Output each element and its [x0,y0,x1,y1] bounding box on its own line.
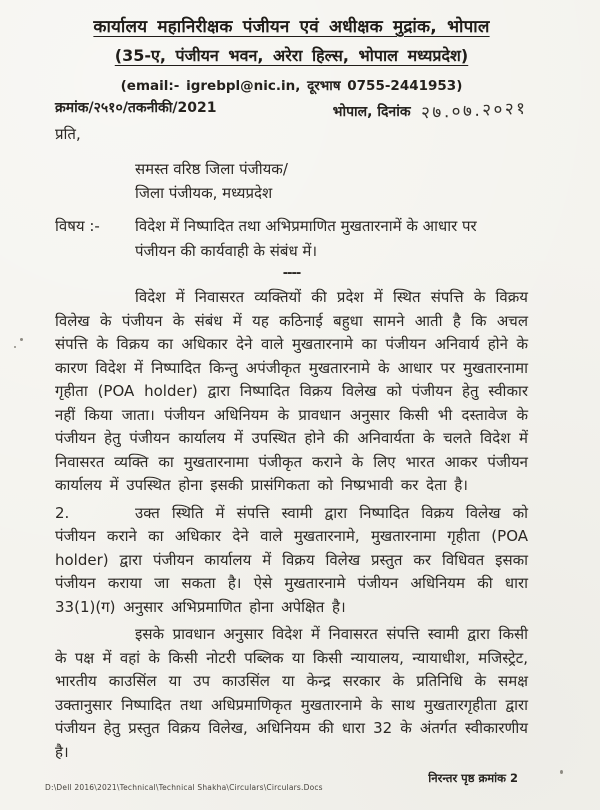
body-paragraph [55,286,528,498]
scan-speck [20,338,23,341]
body-paragraph [55,623,528,764]
letter-body [55,286,528,764]
subject-row [55,214,528,264]
reference-row [55,98,529,124]
paragraph-text: उक्त स्थिति में संपत्ति स्वामी द्वारा निष्पादित विक्रय विलेख को पंजीयन कराने का अधिकार देने वाले मुखतारनामे, मुखतारनामा गृहीता (POA holder) द्वारा पंजीयन कार्यालय में विक्रय विलेख प्रस्तुत कर विधिवत इसका पंजीयन कराया जा सकता है। ऐसे मुखतारनामे पंजीयन अधिनियम की धारा 33(1)(ग) अनुसार अभिप्रमाणित होना अपेक्षित है। [55,503,528,616]
subject-label: विषय :- [55,217,100,235]
recipient-block [135,157,528,205]
continuation-note: निरन्तर पृष्ठ क्रमांक 2 [428,771,518,785]
document-file-path: D:\Dell 2016\2021\Technical\Technical Shakha\Circulars\Circulars.Docs [45,783,323,792]
paragraph-text: इसके प्रावधान अनुसार विदेश में निवासरत संपत्ति स्वामी द्वारा किसी के पक्ष में वहां के किसी नोटरी पब्लिक या किसी न्यायालय, न्यायाधीश, मजिस्ट्रेट, भारतीय काउसिंल या उप काउसिंल या केन्द्र सरकार के प्रतिनिधि के समक्ष उक्तानुसार निष्पादित तथा अधिप्रमाणिकृत मुखतारनामे के साथ मुखतारगृहीता द्वारा पंजीयन हेतु प्रस्तुत विक्रय विलेख, अधिनियम की धारा 32 के अंतर्गत स्वीकारणीय है। [55,625,528,761]
place-date-label: भोपाल, दिनांक [332,104,411,120]
handwritten-date: २७.०७.२०२१ [421,98,529,124]
recipient-line: समस्त वरिष्ठ जिला पंजीयक/ [135,160,288,178]
reference-number: क्रमांक/२५१०/तकनीकी/2021 [55,100,217,116]
office-contact: (email:- igrebpl@nic.in, दूरभाष 0755-2441953) [120,78,463,94]
paragraph-number: 2. [55,503,70,522]
place-and-date [332,98,529,124]
office-title: कार्यालय महानिरीक्षक पंजीयन एवं अधीक्षक मुद्रांक, भोपाल [93,17,490,37]
recipient-line: जिला पंजीयक, मध्यप्रदेश [135,184,273,202]
subject-text: विदेश में निष्पादित तथा अभिप्रमाणित मुखतारनामें के आधार पर पंजीयन की कार्यवाही के संबंध में। [135,217,477,260]
salutation: प्रति, [55,125,81,143]
letterhead [55,15,528,95]
scan-speck [14,346,16,348]
section-divider: ---- [282,266,301,281]
office-address: (35-ए, पंजीयन भवन, अरेरा हिल्स, भोपाल मध्यप्रदेश) [114,46,469,65]
scan-speck [560,770,563,774]
body-paragraph [55,502,528,620]
paragraph-text: विदेश में निवासरत व्यक्तियों की प्रदेश में स्थित संपत्ति के विक्रय विलेख के पंजीयन के संबंध में यह कठिनाई बहुधा सामने आती है कि अचल संपत्ति के विक्रय का अधिकार देने वाले मुखतारनामे का पंजीयन अनिवार्य होने के कारण विदेश में निष्पादित किन्तु अपंजीकृत मुखतारनामे के आधार पर मुखतारनामा गृहीता (POA holder) द्वारा निष्पादित विक्रय विलेख को पंजीयन हेतु स्वीकार नहीं किया जाता। पंजीयन अधिनियम के प्रावधान अनुसार किसी भी दस्तावेज के पंजीयन हेतु पंजीयन कार्यालय में उपस्थित होने की अनिवार्यता के चलते विदेश में निवासरत व्यक्ति का मुखतारनामा पंजीकृत कराने के लिए भारत आकर पंजीयन कार्यालय में उपस्थित होना इसकी प्रासंगिकता को निष्प्रभावी कर देता है। [55,288,528,494]
